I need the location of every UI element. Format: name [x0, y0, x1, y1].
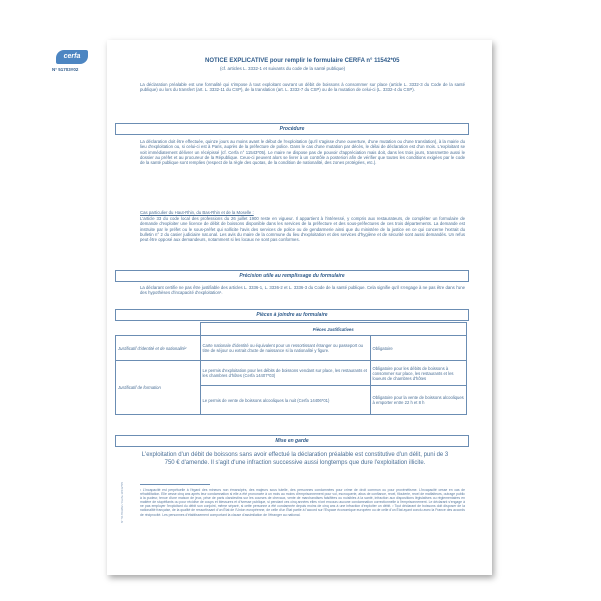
- row-identity-label: Justificatif d'identité et de nationalité²: [116, 336, 201, 361]
- side-code: [120, 482, 122, 572]
- footnote-divider: [140, 484, 210, 485]
- section-warning: Mise en garde: [115, 435, 469, 447]
- page-subtitle: (cf. articles L. 3332-1 et suivants du code de la santé publique): [220, 66, 346, 71]
- footnotes: ¹ L'incapacité est perpétuelle à l'égard des mineurs non émancipés, des majeurs sous tutelle, des personnes condamnées pour crime de droit commun ou pour proxénétisme. L'incapacité cesse en cas de réhabilitation. Elle cesse cinq ans après leur condamnation si elle a été prononcée à un mois au moins d'emprisonnement pour vol, escroquerie, abus de confiance, recel, filouterie, recel de malfaiteurs, outrage public à la pudeur, tenue d'une maison de jeux, prise de paris clandestins sur les courses de chevaux, vente de marchandises falsifiées ou nuisibles à la santé, infraction aux dispositions législatives ou réglementaires en matière de stupéfiants ou pour récidive de coups et blessures et d'ivresse publique, si pendant ces cinq années elles n'ont encouru aucune condamnation correctionnelle à l'emprisonnement. Le déclarant s'engage à ne pas employer l'exploitant du débit son conjoint, même séparé, si cette personne a été condamnée depuis moins de cinq ans à une infraction d'exploiter un débit. ² Tout déclarant de boissons doit disposer de la nationalité française, de la qualité de ressortissant d'un État de l'Union européenne, de celle d'un État partie à l'accord sur l'Espace économique européen ou de celle d'un État ayant conclu avec la France des accords de réciprocité. Les personnes d'établissement comportant la clause d'assimilation de l'étranger au national.: [140, 488, 465, 517]
- section-procedure: Procédure: [115, 123, 469, 135]
- cerfa-logo: cerfa: [56, 50, 88, 64]
- page-title: NOTICE EXPLICATIVE pour remplir le formulaire CERFA n° 11542*05: [205, 58, 400, 64]
- row-training-b-status: Obligatoire pour la vente de boissons alcooliques à emporter entre 22 h et 8 h: [370, 386, 467, 415]
- warning-paragraph: L'exploitation d'un débit de boissons sans avoir effectué la déclaration préalable est constitutive d'un délit, puni de 3 750 € d'amende. Il s'agit d'une infraction successive aussi longtemps que dure l'exploitation illicite.: [141, 452, 449, 466]
- section-pieces: Pièces à joindre au formulaire: [115, 309, 469, 321]
- row-training-a-desc: Le permis d'exploitation pour les débits de boissons vendant sur place, les restaurants et les chambres d'hôtes (Cerfa 14407*03): [200, 361, 370, 386]
- row-training-a-status: Obligatoire pour les débits de boissons à consommer sur place, les restaurants et les loueurs de chambres d'hôtes: [370, 361, 467, 386]
- section-precision: Précision utile au remplissage du formulaire: [115, 270, 469, 282]
- alsace-paragraph: L'article 33 du code local des professions du 26 juillet 1900 reste en vigueur. Il appartient à l'intéressé, y compris aux restaurateurs, de compléter un formulaire de demande d'exploiter une licence de débit de boissons disponible dans les services de la préfecture et des sous-préfectures de ces trois départements. La demande est instruite par le préfet ou le sous-préfet qui sollicite l'avis des services de police ou de gendarmerie ainsi que du ministère de la justice en ce qui concerne l'extrait du bulletin n° 2 du casier judiciaire nat.onal. Les avis du maire de la commune du lieu d'exploitation et des services d'hygiène et de sécurité sont aussi demandés. Un refus peut être opposé aux demandeurs, notamment si les locaux ne sont pas conformes.: [140, 216, 465, 243]
- row-identity-status: Obligatoire: [370, 336, 467, 361]
- form-number: N° 51703#02: [52, 67, 79, 72]
- pieces-table: [115, 322, 467, 415]
- row-training-label: Justificatif de formation: [116, 361, 201, 415]
- procedure-paragraph: La déclaration doit être effectuée, quinze jours au moins avant le début de l'exploitation (qu'il s'agisse d'une ouverture, d'une mutation ou d'une translation), à la mairie du lieu d'exploitation ou, si celui-ci est à Paris, auprès de la préfecture de police. Dans le cas d'une mutation par décès, le délai de déclaration est d'un mois. L'exploitant se voit immédiatement délivrer un récépissé (cf. Cerfa n° 11543*05). Le maire ne dispose pas de pouvoir d'appréciation mais doit, dans les trois jours, transmettre aussi le dossier au préfet et au procureur de la République. Ceux-ci peuvent alors se livrer à un contrôle a posteriori afin de vérifier que toutes les conditions exigées par le code de la santé publique sont remplies (respect de la règle des quotas, de la condition de nationalité, des zones protégées, etc.).: [140, 139, 465, 166]
- intro-paragraph: La déclaration préalable est une formalité qui s'impose à tout exploitant ouvrant un débit de boissons à consommer sur place (article L. 3332-3 du Code de la santé publique) ou lors du transfert (art. L. 3332-11 du CSP), de la translation (art. L. 3332-7 du CSP) ou de la mutation de celui-ci (L. 3332-4 du CSP).: [140, 82, 465, 93]
- side-code-text: N° 51703#02 / Cerfa 11542*05: [120, 482, 124, 523]
- alsace-heading: Cas particulier du Haut-Rhin, du Bas-Rhin et de la Moselle :: [140, 210, 254, 215]
- pieces-table-header: Pièces Justificatives: [200, 323, 467, 336]
- row-identity-desc: Carte nationale d'identité ou équivalent pour un ressortissant étranger ou passeport ou titre de séjour ou extrait d'acte de naissance si la nationalité y figure.: [200, 336, 370, 361]
- row-training-b-desc: Le permis de vente de boissons alcooliques la nuit (Cerfa 14406*01): [200, 386, 370, 415]
- precision-paragraph: La déclarant certifie ne pas être justifiable des articles L. 3336-1, L. 3336-2 et L. 3336-3 du Code de la santé publique. Cela signifie qu'il s'engage à ne pas être dans l'une des hypothèses d'incapacité d'exploitation¹.: [140, 285, 465, 296]
